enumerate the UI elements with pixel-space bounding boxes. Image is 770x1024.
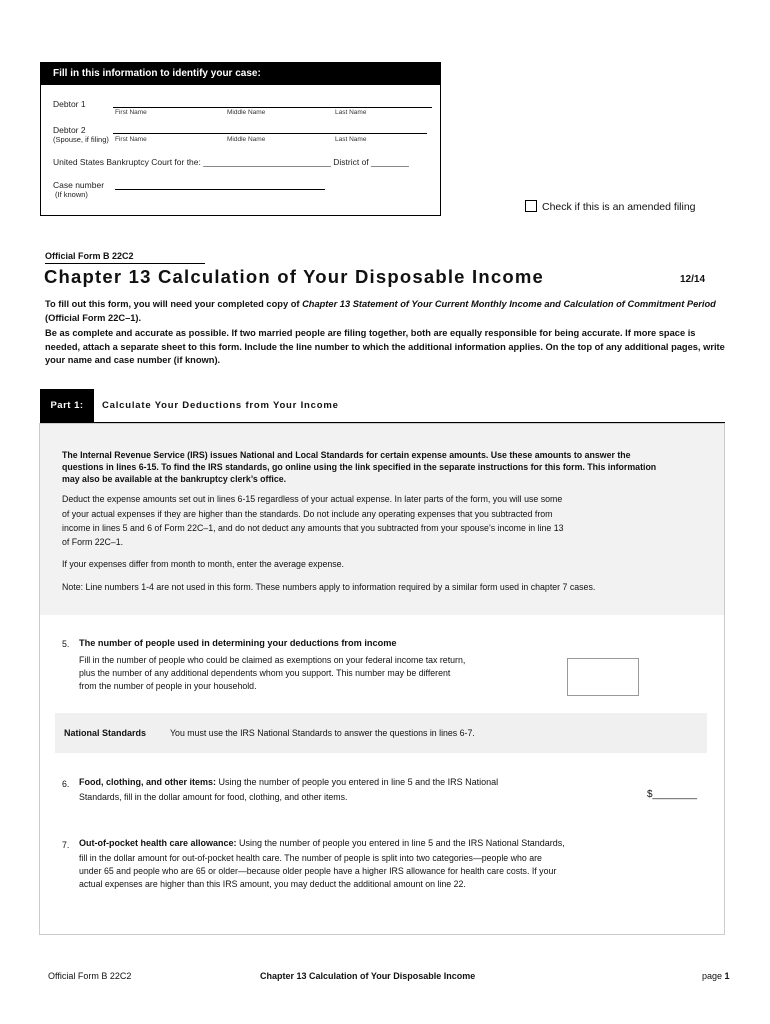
line5-text-2: plus the number of any additional dependents whom you support. This number may be different xyxy=(79,668,451,678)
line5-title: The number of people used in determining your deductions from income xyxy=(79,638,397,648)
form-id: Official Form B 22C2 xyxy=(45,251,134,261)
intro-referenced-form: Chapter 13 Statement of Your Current Monthly Income and Calculation of Commitment Period xyxy=(302,299,716,309)
line7-text-3: under 65 and people who are 65 or older—because older people have a higher IRS allowance for health care costs. If your xyxy=(79,866,557,876)
footer-form-title: Chapter 13 Calculation of Your Disposable Income xyxy=(260,971,476,981)
debtor2-first-name-caption: First Name xyxy=(115,136,147,143)
case-identification-header: Fill in this information to identify your case: xyxy=(41,63,440,85)
part1-header xyxy=(40,389,725,423)
line7-number: 7. xyxy=(62,840,70,850)
line6-number: 6. xyxy=(62,779,70,789)
page-title: Chapter 13 Calculation of Your Disposable Income xyxy=(44,266,544,287)
case-number-sublabel: (If known) xyxy=(55,190,88,199)
amended-filing-checkbox[interactable] xyxy=(525,200,537,212)
footer-page-number: 1 xyxy=(724,971,730,981)
line7-text-1 xyxy=(79,838,679,848)
case-identification-box xyxy=(40,62,441,216)
debtor2-name-field[interactable] xyxy=(113,133,427,134)
amended-filing-label: Check if this is an amended filing xyxy=(542,201,696,213)
irs-standards-note: The Internal Revenue Service (IRS) issues National and Local Standards for certain expense amounts. Use these amounts to answer the questions in lines 6-15. To find the IRS standards, go online using the link specified in the separate instructions for this form. This information may also be available at the bankruptcy clerk’s office. xyxy=(62,450,657,484)
line6-title: Food, clothing, and other items: xyxy=(79,777,216,787)
intro-text-a: To fill out this form, you will need your completed copy of xyxy=(45,299,303,309)
part1-tag: Part 1: xyxy=(40,389,94,423)
debtor2-middle-name-caption: Middle Name xyxy=(227,136,266,143)
debtor1-name-field[interactable] xyxy=(113,107,432,108)
bankruptcy-court-field[interactable]: United States Bankruptcy Court for the: ___________________________ District of ________ xyxy=(53,157,409,167)
national-standards-text: You must use the IRS National Standards to answer the questions in lines 6-7. xyxy=(170,728,475,738)
line7-title: Out-of-pocket health care allowance: xyxy=(79,838,237,848)
average-expense-note: If your expenses differ from month to month, enter the average expense. xyxy=(62,559,344,569)
deduct-instructions-line1: Deduct the expense amounts set out in lines 6-15 regardless of your actual expense. In later parts of the form, you will use some xyxy=(62,494,563,504)
line5-text-3: from the number of people in your household. xyxy=(79,681,257,691)
debtor1-first-name-caption: First Name xyxy=(115,109,147,116)
debtor1-label: Debtor 1 xyxy=(53,99,86,109)
line6-text-2: Standards, fill in the dollar amount for food, clothing, and other items. xyxy=(79,792,348,802)
line-numbers-note: Note: Line numbers 1-4 are not used in this form. These numbers apply to information required by a similar form used in chapter 7 cases. xyxy=(62,582,596,592)
footer-page-label: page xyxy=(702,971,725,981)
form-version: 12/14 xyxy=(680,274,706,285)
debtor2-sublabel: (Spouse, if filing) xyxy=(53,135,109,144)
line6-text-1 xyxy=(79,777,599,787)
debtor1-last-name-caption: Last Name xyxy=(335,109,367,116)
debtor2-label: Debtor 2 xyxy=(53,125,86,135)
line6-amount-input[interactable]: $________ xyxy=(647,789,698,800)
case-number-label: Case number xyxy=(53,180,105,190)
line5-number: 5. xyxy=(62,639,70,649)
case-number-field[interactable] xyxy=(115,189,325,190)
line7-text-4: actual expenses are higher than this IRS amount, you may deduct the additional amount on line 22. xyxy=(79,879,466,889)
line5-text-1: Fill in the number of people who could be claimed as exemptions on your federal income tax return, xyxy=(79,655,466,665)
line5-people-count-input[interactable] xyxy=(567,658,639,696)
footer-form-id: Official Form B 22C2 xyxy=(48,971,132,981)
intro-paragraph-2: Be as complete and accurate as possible. If two married people are filing together, both are equally responsible for being accurate. If more space is needed, attach a separate sheet to this form. Include the line number to which the additional information applies. On the top of any additional pages, write your name and case number (if known). xyxy=(45,328,725,365)
line7-text-1-rest: Using the number of people you entered in line 5 and the IRS National Standards, xyxy=(236,838,565,848)
intro-text-c: (Official Form 22C–1). xyxy=(45,312,142,323)
line7-text-2: fill in the dollar amount for out-of-pocket health care. The number of people is split into two categories—people who are xyxy=(79,853,542,863)
line6-text-1-rest: Using the number of people you entered in line 5 and the IRS National xyxy=(216,777,499,787)
debtor1-middle-name-caption: Middle Name xyxy=(227,109,266,116)
part1-title: Calculate Your Deductions from Your Income xyxy=(102,400,339,411)
deduct-instructions-line2: of your actual expenses if they are higher than the standards. Do not include any operating expenses that you subtracted from xyxy=(62,509,553,519)
national-standards-label: National Standards xyxy=(64,728,147,738)
form-id-underline xyxy=(45,263,205,264)
deduct-instructions-line4: of Form 22C–1. xyxy=(62,537,124,547)
intro-paragraph-1 xyxy=(45,298,725,325)
deduct-instructions-line3: income in lines 5 and 6 of Form 22C–1, and do not deduct any amounts that you subtracted from your spouse’s income in line 13 xyxy=(62,523,564,533)
footer-page xyxy=(702,971,730,981)
debtor2-last-name-caption: Last Name xyxy=(335,136,367,143)
